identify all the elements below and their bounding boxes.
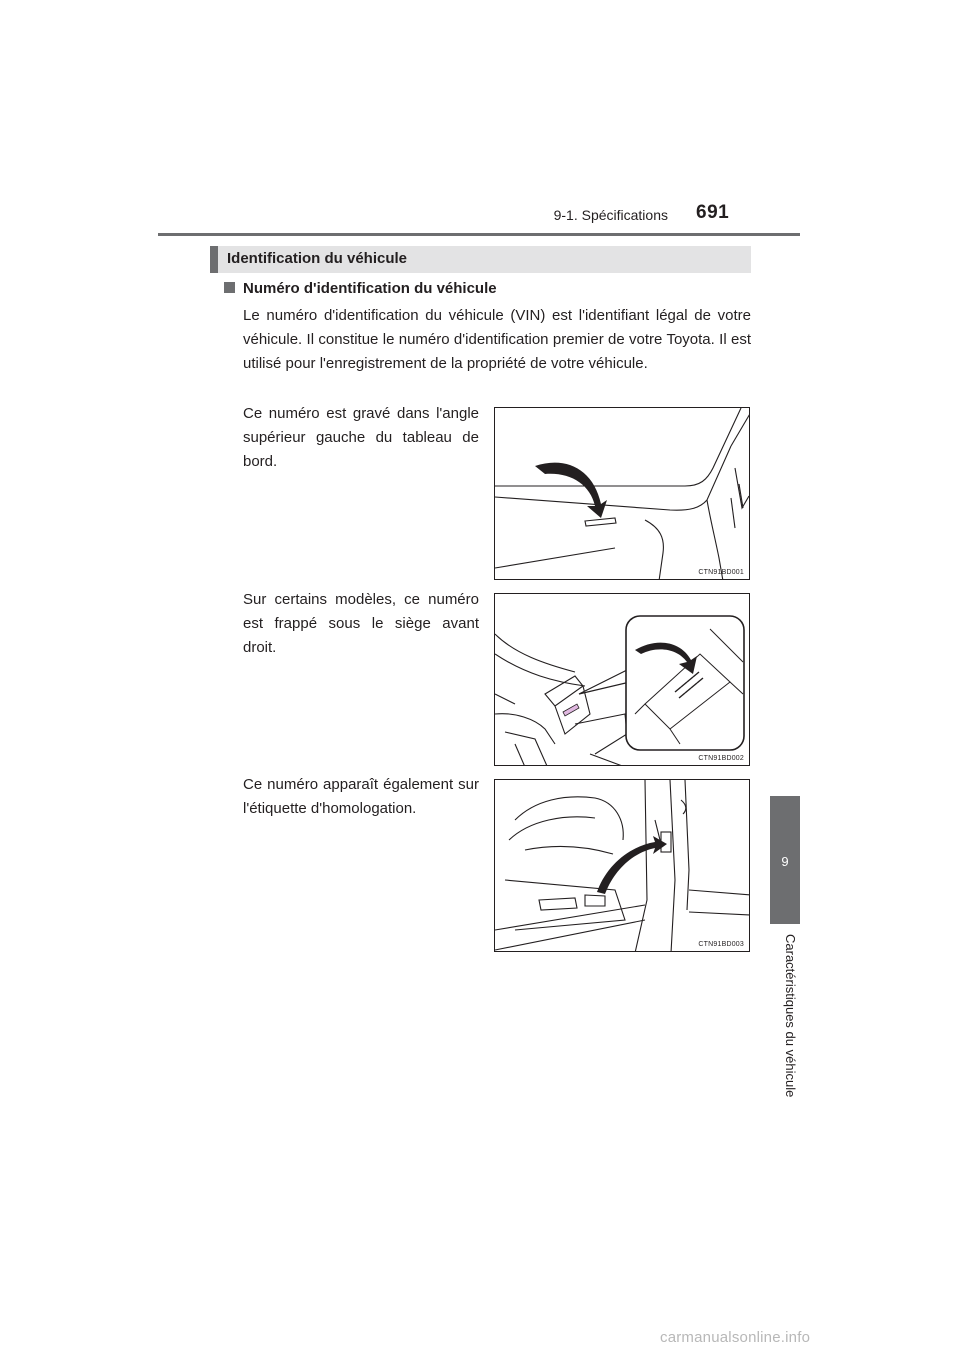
seat-illustration <box>495 594 750 766</box>
figure-code: CTN91BD002 <box>698 755 744 762</box>
arrow-icon <box>597 836 667 894</box>
section-title-bar <box>210 246 751 273</box>
chapter-tab <box>770 796 800 924</box>
header-rule <box>158 233 800 236</box>
item-text-label: Ce numéro apparaît également sur l'étiquette d'homologation. <box>243 776 479 817</box>
figure-dashboard-vin <box>494 407 750 580</box>
figure-code: CTN91BD003 <box>698 941 744 948</box>
square-bullet-icon <box>224 282 235 293</box>
subheading <box>224 280 497 297</box>
door-pillar-illustration <box>495 780 750 952</box>
arrow-icon <box>535 463 607 518</box>
subheading-text: Numéro d'identification du véhicule <box>243 280 497 297</box>
item-text-seat: Sur certains modèles, ce numéro est frappé sous le siège avant droit. <box>243 591 479 656</box>
dashboard-illustration <box>495 408 750 580</box>
section-label: 9-1. Spécifications <box>553 207 668 223</box>
watermark: carmanualsonline.info <box>660 1329 811 1346</box>
section-title: Identification du véhicule <box>227 250 408 267</box>
chapter-number: 9 <box>781 854 789 869</box>
figure-code: CTN91BD001 <box>698 569 744 576</box>
chapter-title: Caractéristiques du véhicule <box>783 934 798 1098</box>
figure-label-vin <box>494 779 750 952</box>
figure-seat-vin <box>494 593 750 766</box>
item-text-dashboard: Ce numéro est gravé dans l'angle supérieur gauche du tableau de bord. <box>243 405 479 470</box>
page-number: 691 <box>696 202 730 223</box>
intro-paragraph: Le numéro d'identification du véhicule (VIN) est l'identifiant légal de votre véhicule. Il constitue le numéro d'identification premier de votre Toyota. Il est utilisé pour l'enregistrement de la propriété de votre véhicule. <box>243 307 751 372</box>
